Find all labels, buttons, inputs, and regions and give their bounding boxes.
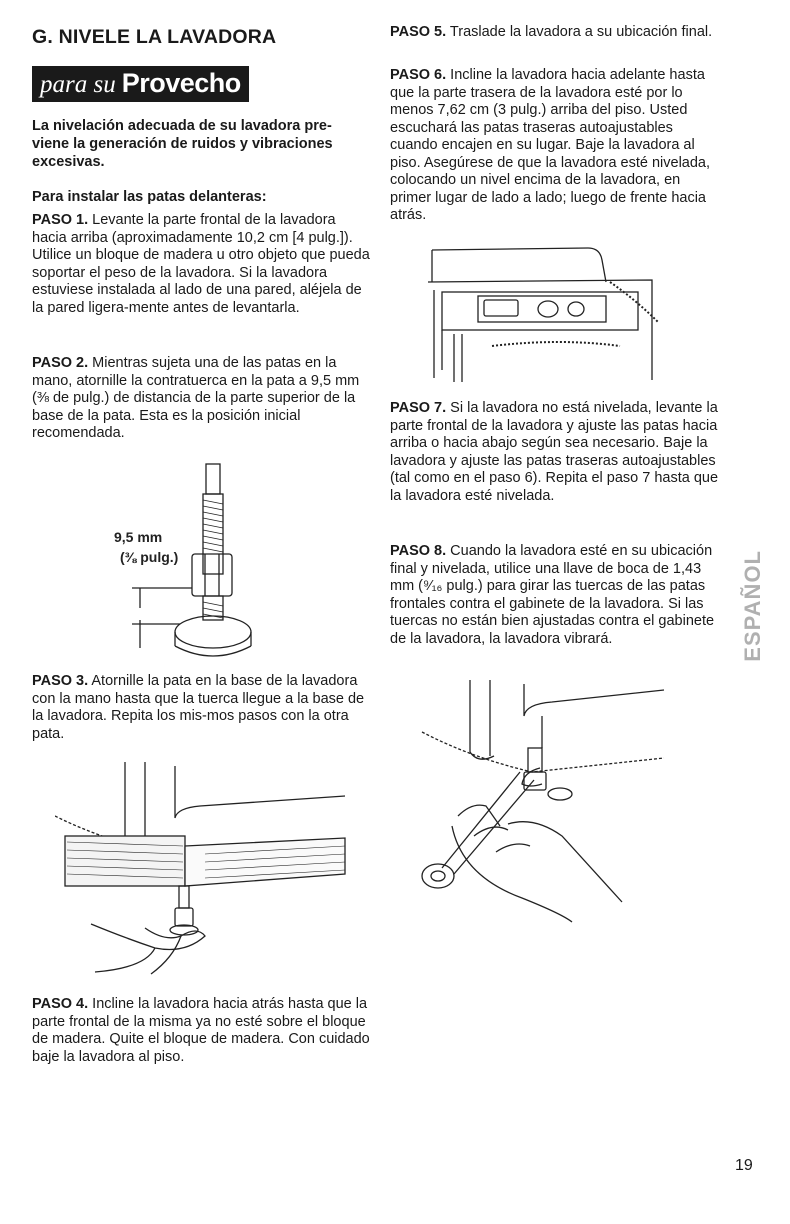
step-6 — [390, 67, 720, 225]
step-7 — [390, 400, 720, 505]
step-1-label: PASO 1. — [32, 212, 89, 228]
page-number: 19 — [735, 1157, 753, 1174]
front-legs-heading: Para instalar las patas delanteras: — [32, 189, 267, 205]
step-8 — [390, 543, 720, 648]
leg-measure-mm: 9,5 mm — [114, 529, 163, 545]
banner-script-text: para su — [40, 71, 116, 98]
step-8-label: PASO 8. — [390, 543, 447, 559]
leg-measure-in: (⅜ pulg.) — [120, 549, 179, 565]
section-title: G. NIVELE LA LAVADORA — [32, 26, 277, 48]
language-side-tab: ESPAÑOL — [740, 550, 765, 662]
step-4-label: PASO 4. — [32, 996, 89, 1012]
step-2 — [32, 355, 370, 443]
step-7-text: Si la lavadora no está nivelada, levante la parte frontal de la lavadora y ajuste las patas hacia arriba o hacia abajo según sea necesario. Baje la lavadora y ajuste las patas traseras autoajustables (tal como en el paso 6). Repita el paso 7 hasta que la lavadora esté nivelada. — [390, 400, 719, 504]
step-2-label: PASO 2. — [32, 355, 89, 371]
step-6-text: Incline la lavadora hacia adelante hasta que la parte trasera de la lavadora esté por lo menos 7,62 cm (3 pulg.) arriba del piso. Usted escuchará las patas traseras autoajustables cuando encajen en su lugar. Baje la lavadora al piso. Asegúrese de que la lavadora esté nivelada, colocando un nivel encima de la lavadora, en primer lugar de lado a lado; luego de frente hacia atrás. — [390, 67, 711, 223]
step-1 — [32, 212, 370, 317]
step-7-label: PASO 7. — [390, 400, 447, 416]
step-3 — [32, 673, 370, 743]
step-5-text: Traslade la lavadora a su ubicación final. — [449, 24, 713, 40]
step-4-text: Incline la lavadora hacia atrás hasta que la parte frontal de la misma ya no esté sobre el bloque de madera. Quite el bloque de madera. Con cuidado baje la lavadora al piso. — [32, 996, 370, 1065]
step-1-text: Levante la parte frontal de la lavadora hacia arriba (aproximadamente 10,2 cm [4 pulg.]). Utilice un bloque de madera u otro objeto que pueda soportar el peso de la lavadora. Si la lavadora estuviese instalada al lado de una pared, aléjela de la pared ligera-mente antes de levantarla. — [32, 212, 370, 316]
step-5 — [390, 24, 720, 42]
step-3-text: Atornille la pata en la base de la lavadora con la mano hasta que la tuerca llegue a la base de la lavadora. Repita los mis-mos pasos con la otra pata. — [32, 673, 365, 742]
para-su-provecho-banner — [32, 66, 249, 102]
step-3-label: PASO 3. — [32, 673, 89, 689]
banner-bold-text: Provecho — [121, 68, 241, 98]
wrench-illustration — [412, 676, 672, 926]
leg-illustration — [110, 460, 270, 660]
intro-text: La nivelación adecuada de su lavadora pre-viene la generación de ruidos y vibraciones excesivas. — [32, 118, 333, 170]
step-4 — [32, 996, 370, 1066]
step-2-text: Mientras sujeta una de las patas en la mano, atornille la contratuerca en la pata a 9,5 mm (⅜ de pulg.) de distancia de la parte superior de la base de la pata. Esta es la posición inicial recomendada. — [32, 355, 360, 441]
step-6-label: PASO 6. — [390, 67, 447, 83]
step-8-text: Cuando la lavadora esté en su ubicación final y nivelada, utilice una llave de boca de 1,43 mm (⁹⁄₁₆ pulg.) para girar las tuercas de las patas frontales contra el gabinete de la lavadora. Si las tuercas no están bien ajustadas contra el gabinete de la lavadora, la lavadora vibrará. — [390, 543, 715, 647]
step-5-label: PASO 5. — [390, 24, 447, 40]
washer-level-illustration — [420, 240, 680, 385]
wood-block-illustration — [55, 758, 355, 988]
